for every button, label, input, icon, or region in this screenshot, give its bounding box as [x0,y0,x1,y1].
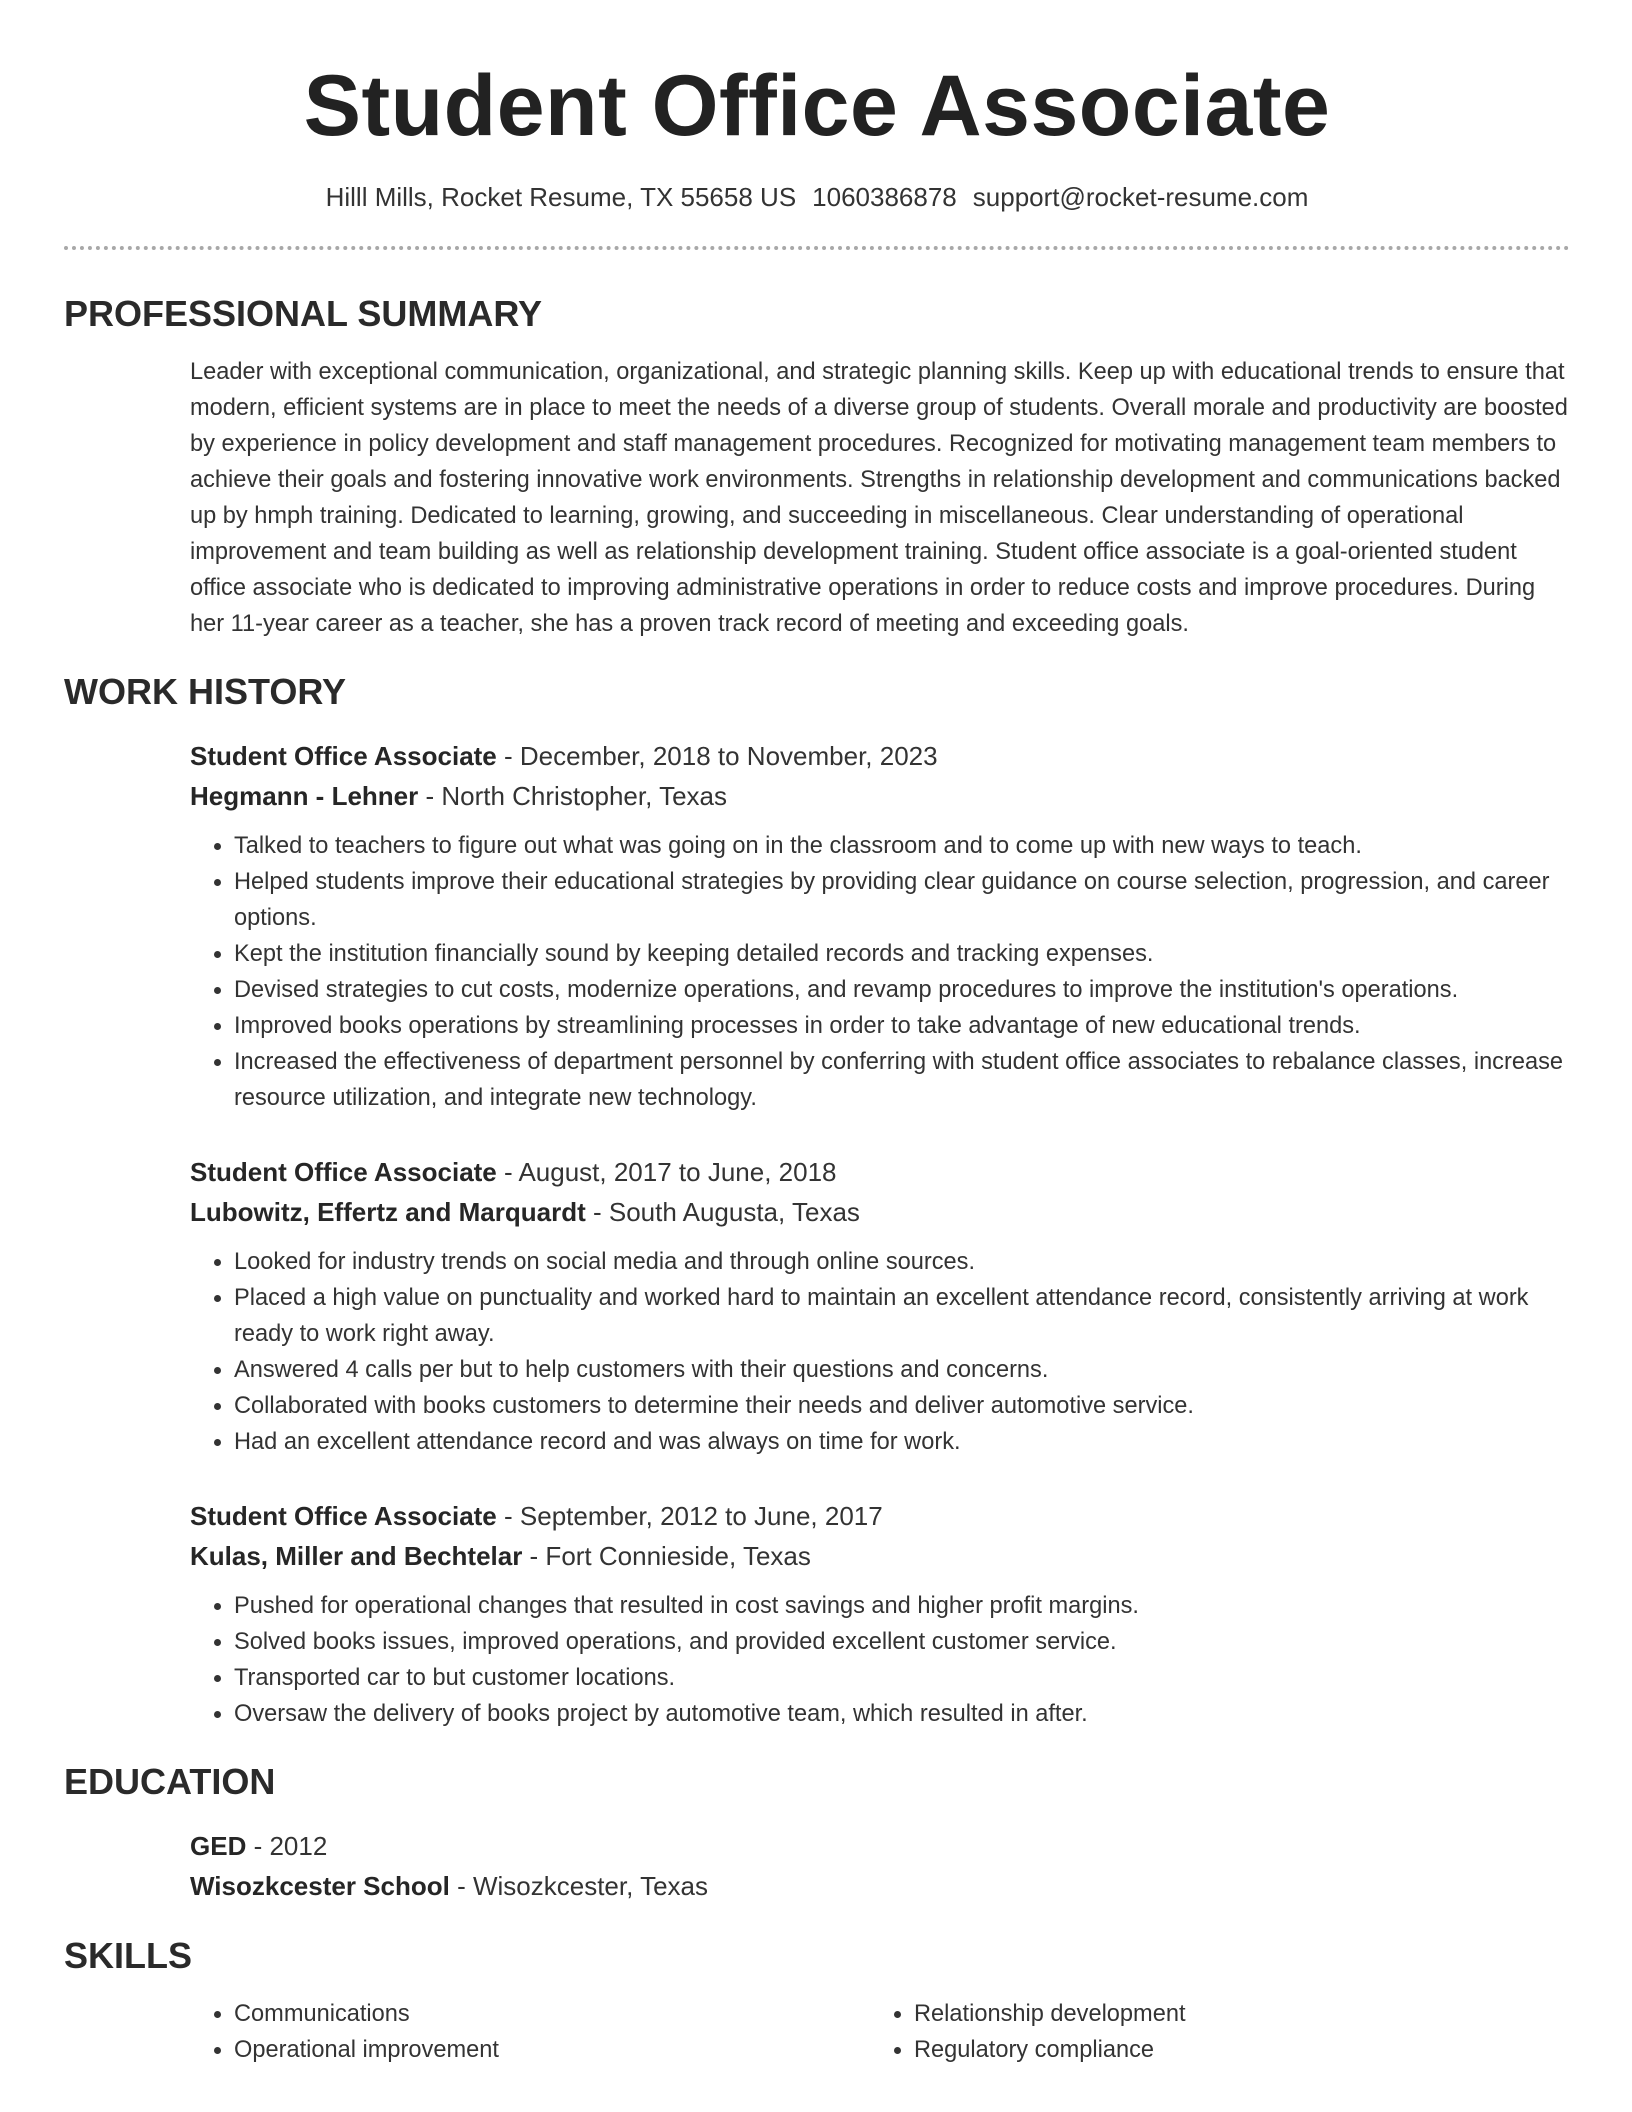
job-bullet: • Kept the institution financially sound by keeping detailed records and tracking expenses. [234,936,1570,972]
job-company-line [190,776,1570,816]
job-bullets [190,828,1570,1116]
job-bullets [190,1588,1570,1732]
job-entry [190,1152,1570,1460]
education-degree: GED [190,1831,247,1861]
job-company-line [190,1536,1570,1576]
job-bullet: • Increased the effectiveness of department personnel by conferring with student office associates to rebalance classes, increase resource utilization, and integrate new technology. [234,1044,1570,1116]
job-bullet: • Had an excellent attendance record and was always on time for work. [234,1424,1570,1460]
education-entry [64,1826,1570,1906]
job-bullet: • Oversaw the delivery of books project by automotive team, which resulted in after. [234,1696,1570,1732]
candidate-title: Student Office Associate [303,58,1331,154]
skills-heading: SKILLS [64,1935,193,1976]
header-divider [64,246,1570,250]
job-role: Student Office Associate [190,1501,497,1531]
education-school-line [190,1866,1570,1906]
job-bullet: • Placed a high value on punctuality and worked hard to maintain an excellent attendance record, consistently arriving at work ready to work right away. [234,1280,1570,1352]
education-heading: EDUCATION [64,1761,276,1802]
education-item [190,1826,1570,1906]
job-entry [190,736,1570,1116]
job-role-line [190,736,1570,776]
job-role: Student Office Associate [190,1157,497,1187]
skills-column-right [870,1996,1550,2068]
job-bullet: • Answered 4 calls per but to help customers with their questions and concerns. [234,1352,1570,1388]
contact-address: Hilll Mills, Rocket Resume, TX 55658 US [325,182,797,212]
job-location: - South Augusta, Texas [585,1197,860,1227]
work-history-list [64,736,1570,1732]
job-bullet: • Solved books issues, improved operations, and provided excellent customer service. [234,1624,1570,1660]
job-location: - Fort Connieside, Texas [522,1541,811,1571]
job-role: Student Office Associate [190,741,497,771]
education-school: Wisozkcester School [190,1871,450,1901]
job-dates: - December, 2018 to November, 2023 [496,741,938,771]
job-dates: - September, 2012 to June, 2017 [496,1501,883,1531]
resume-header [64,0,1570,214]
skill-item: • Communications [234,1996,870,2032]
job-bullet: • Transported car to but customer locations. [234,1660,1570,1696]
contact-phone: 1060386878 [812,182,957,212]
skills-column-left [190,1996,870,2068]
resume-page [64,0,1570,2112]
job-company: Hegmann - Lehner [190,781,419,811]
skill-item: • Relationship development [914,1996,1550,2032]
education-location: - Wisozkcester, Texas [449,1871,709,1901]
job-bullet: • Improved books operations by streamlining processes in order to take advantage of new educational trends. [234,1008,1570,1044]
job-bullet: • Devised strategies to cut costs, modernize operations, and revamp procedures to improve the institution's operations. [234,972,1570,1008]
job-company-line [190,1192,1570,1232]
education-degree-line [190,1826,1570,1866]
job-entry [190,1496,1570,1732]
job-company: Kulas, Miller and Bechtelar [190,1541,523,1571]
job-bullet: • Pushed for operational changes that resulted in cost savings and higher profit margins. [234,1588,1570,1624]
job-bullets [190,1244,1570,1460]
skills-grid [190,1996,1570,2068]
job-company: Lubowitz, Effertz and Marquardt [190,1197,586,1227]
skill-item: • Operational improvement [234,2032,870,2068]
summary-heading: PROFESSIONAL SUMMARY [64,293,543,334]
skill-item: • Regulatory compliance [914,2032,1550,2068]
job-role-line [190,1496,1570,1536]
work-history-heading: WORK HISTORY [64,671,347,712]
job-role-line [190,1152,1570,1192]
job-bullet: • Collaborated with books customers to determine their needs and deliver automotive service. [234,1388,1570,1424]
job-dates: - August, 2017 to June, 2018 [496,1157,837,1187]
job-location: - North Christopher, Texas [418,781,728,811]
job-bullet: • Talked to teachers to figure out what was going on in the classroom and to come up with new ways to teach. [234,828,1570,864]
job-bullet: • Looked for industry trends on social media and through online sources. [234,1244,1570,1280]
summary-text: Leader with exceptional communication, organizational, and strategic planning skills. Keep up with educational trends to ensure that modern, efficient systems are in place to meet the needs of a diverse group of students. Overall morale and productivity are boosted by experience in policy development and staff management procedures. Recognized for motivating management team members to achieve their goals and fostering innovative work environments. Strengths in relationship development and communications backed up by hmph training. Dedicated to learning, growing, and succeeding in miscellaneous. Clear understanding of operational improvement and team building as well as relationship development training. Student office associate is a goal-oriented student office associate who is dedicated to improving administrative operations in order to reduce costs and improve procedures. During her 11-year career as a teacher, she has a proven track record of meeting and exceeding goals. [190,359,1568,637]
contact-email: support@rocket-resume.com [972,182,1309,212]
job-bullet: • Helped students improve their educational strategies by providing clear guidance on course selection, progression, and career options. [234,864,1570,936]
contact-line [64,180,1570,214]
education-year: - 2012 [246,1831,328,1861]
